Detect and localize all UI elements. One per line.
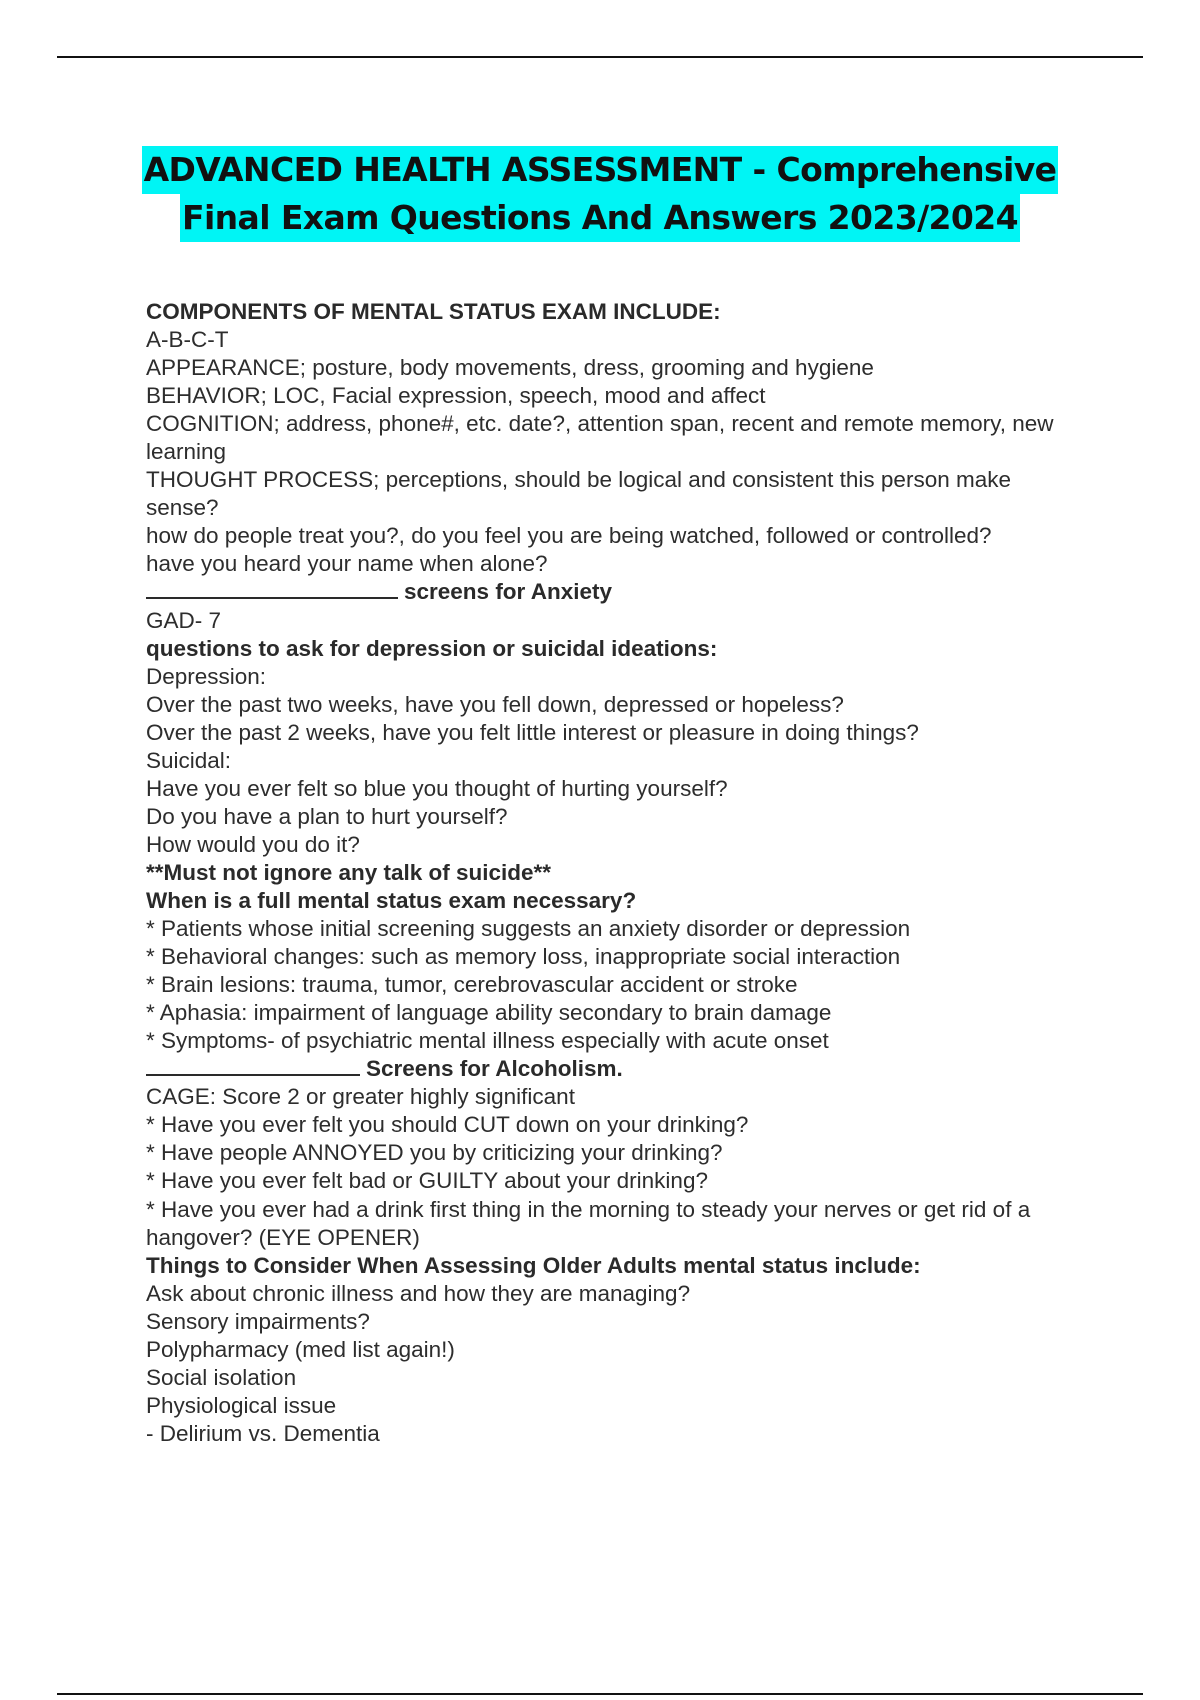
text-line: Ask about chronic illness and how they are managing? — [146, 1280, 691, 1306]
question-text: screens for Anxiety — [404, 579, 613, 605]
text-line: Sensory impairments? — [146, 1308, 370, 1334]
answer-text: GAD- 7 — [146, 607, 222, 633]
document-body — [146, 298, 1086, 1448]
top-rule — [57, 56, 1143, 58]
list-item: * Brain lesions: trauma, tumor, cerebrovascular accident or stroke — [146, 972, 798, 998]
section-heading-depression: questions to ask for depression or suicidal ideations: — [146, 635, 718, 661]
text-line: how do people treat you?, do you feel you are being watched, followed or controlled? — [146, 523, 992, 549]
text-line: BEHAVIOR; LOC, Facial expression, speech, mood and affect — [146, 383, 766, 409]
text-line: Over the past 2 weeks, have you felt little interest or pleasure in doing things? — [146, 719, 919, 745]
question-anxiety-screen — [146, 578, 1086, 606]
section-heading-mental-status-components: COMPONENTS OF MENTAL STATUS EXAM INCLUDE: — [146, 299, 721, 324]
text-line: How would you do it? — [146, 831, 360, 857]
list-item: * Aphasia: impairment of language ability secondary to brain damage — [146, 1000, 832, 1026]
list-item: * Have people ANNOYED you by criticizing your drinking? — [146, 1140, 723, 1166]
bottom-rule — [57, 1693, 1143, 1695]
title-line-2: Final Exam Questions And Answers 2023/2024 — [180, 194, 1020, 242]
question-alcoholism-screen — [146, 1055, 1086, 1083]
text-line: Social isolation — [146, 1364, 297, 1390]
text-line: COGNITION; address, phone#, etc. date?, attention span, recent and remote memory, new learning — [146, 411, 1054, 465]
document-title — [0, 146, 1200, 242]
text-line: Physiological issue — [146, 1392, 337, 1418]
fill-in-blank — [146, 1056, 360, 1076]
text-line: Have you ever felt so blue you thought of hurting yourself? — [146, 775, 728, 801]
text-line: - Delirium vs. Dementia — [146, 1420, 380, 1446]
question-text: Screens for Alcoholism. — [366, 1056, 623, 1082]
list-item: * Have you ever felt bad or GUILTY about your drinking? — [146, 1168, 708, 1194]
section-heading-full-exam: When is a full mental status exam necessary? — [146, 887, 637, 913]
text-line: A-B-C-T — [146, 327, 229, 353]
section-heading-older-adults: Things to Consider When Assessing Older Adults mental status include: — [146, 1252, 921, 1278]
text-line: Polypharmacy (med list again!) — [146, 1336, 455, 1362]
list-item: * Patients whose initial screening suggests an anxiety disorder or depression — [146, 916, 911, 942]
answer-text: CAGE: Score 2 or greater highly significant — [146, 1084, 575, 1110]
list-item: * Have you ever felt you should CUT down on your drinking? — [146, 1112, 749, 1138]
text-line: Over the past two weeks, have you fell down, depressed or hopeless? — [146, 691, 844, 717]
text-line: have you heard your name when alone? — [146, 551, 548, 577]
title-line-1: ADVANCED HEALTH ASSESSMENT - Comprehensive — [142, 146, 1059, 194]
list-item: * Behavioral changes: such as memory loss, inappropriate social interaction — [146, 944, 901, 970]
text-line: Do you have a plan to hurt yourself? — [146, 803, 508, 829]
text-line: Suicidal: — [146, 747, 232, 773]
text-line: THOUGHT PROCESS; perceptions, should be logical and consistent this person make sense? — [146, 467, 1011, 521]
suicide-warning-note: **Must not ignore any talk of suicide** — [146, 859, 552, 885]
text-line: APPEARANCE; posture, body movements, dress, grooming and hygiene — [146, 355, 874, 381]
list-item: * Symptoms- of psychiatric mental illness especially with acute onset — [146, 1028, 829, 1054]
fill-in-blank — [146, 579, 398, 599]
text-line: Depression: — [146, 663, 267, 689]
list-item: * Have you ever had a drink first thing in the morning to steady your nerves or get rid of a hangover? (EYE OPENER) — [146, 1196, 1031, 1250]
